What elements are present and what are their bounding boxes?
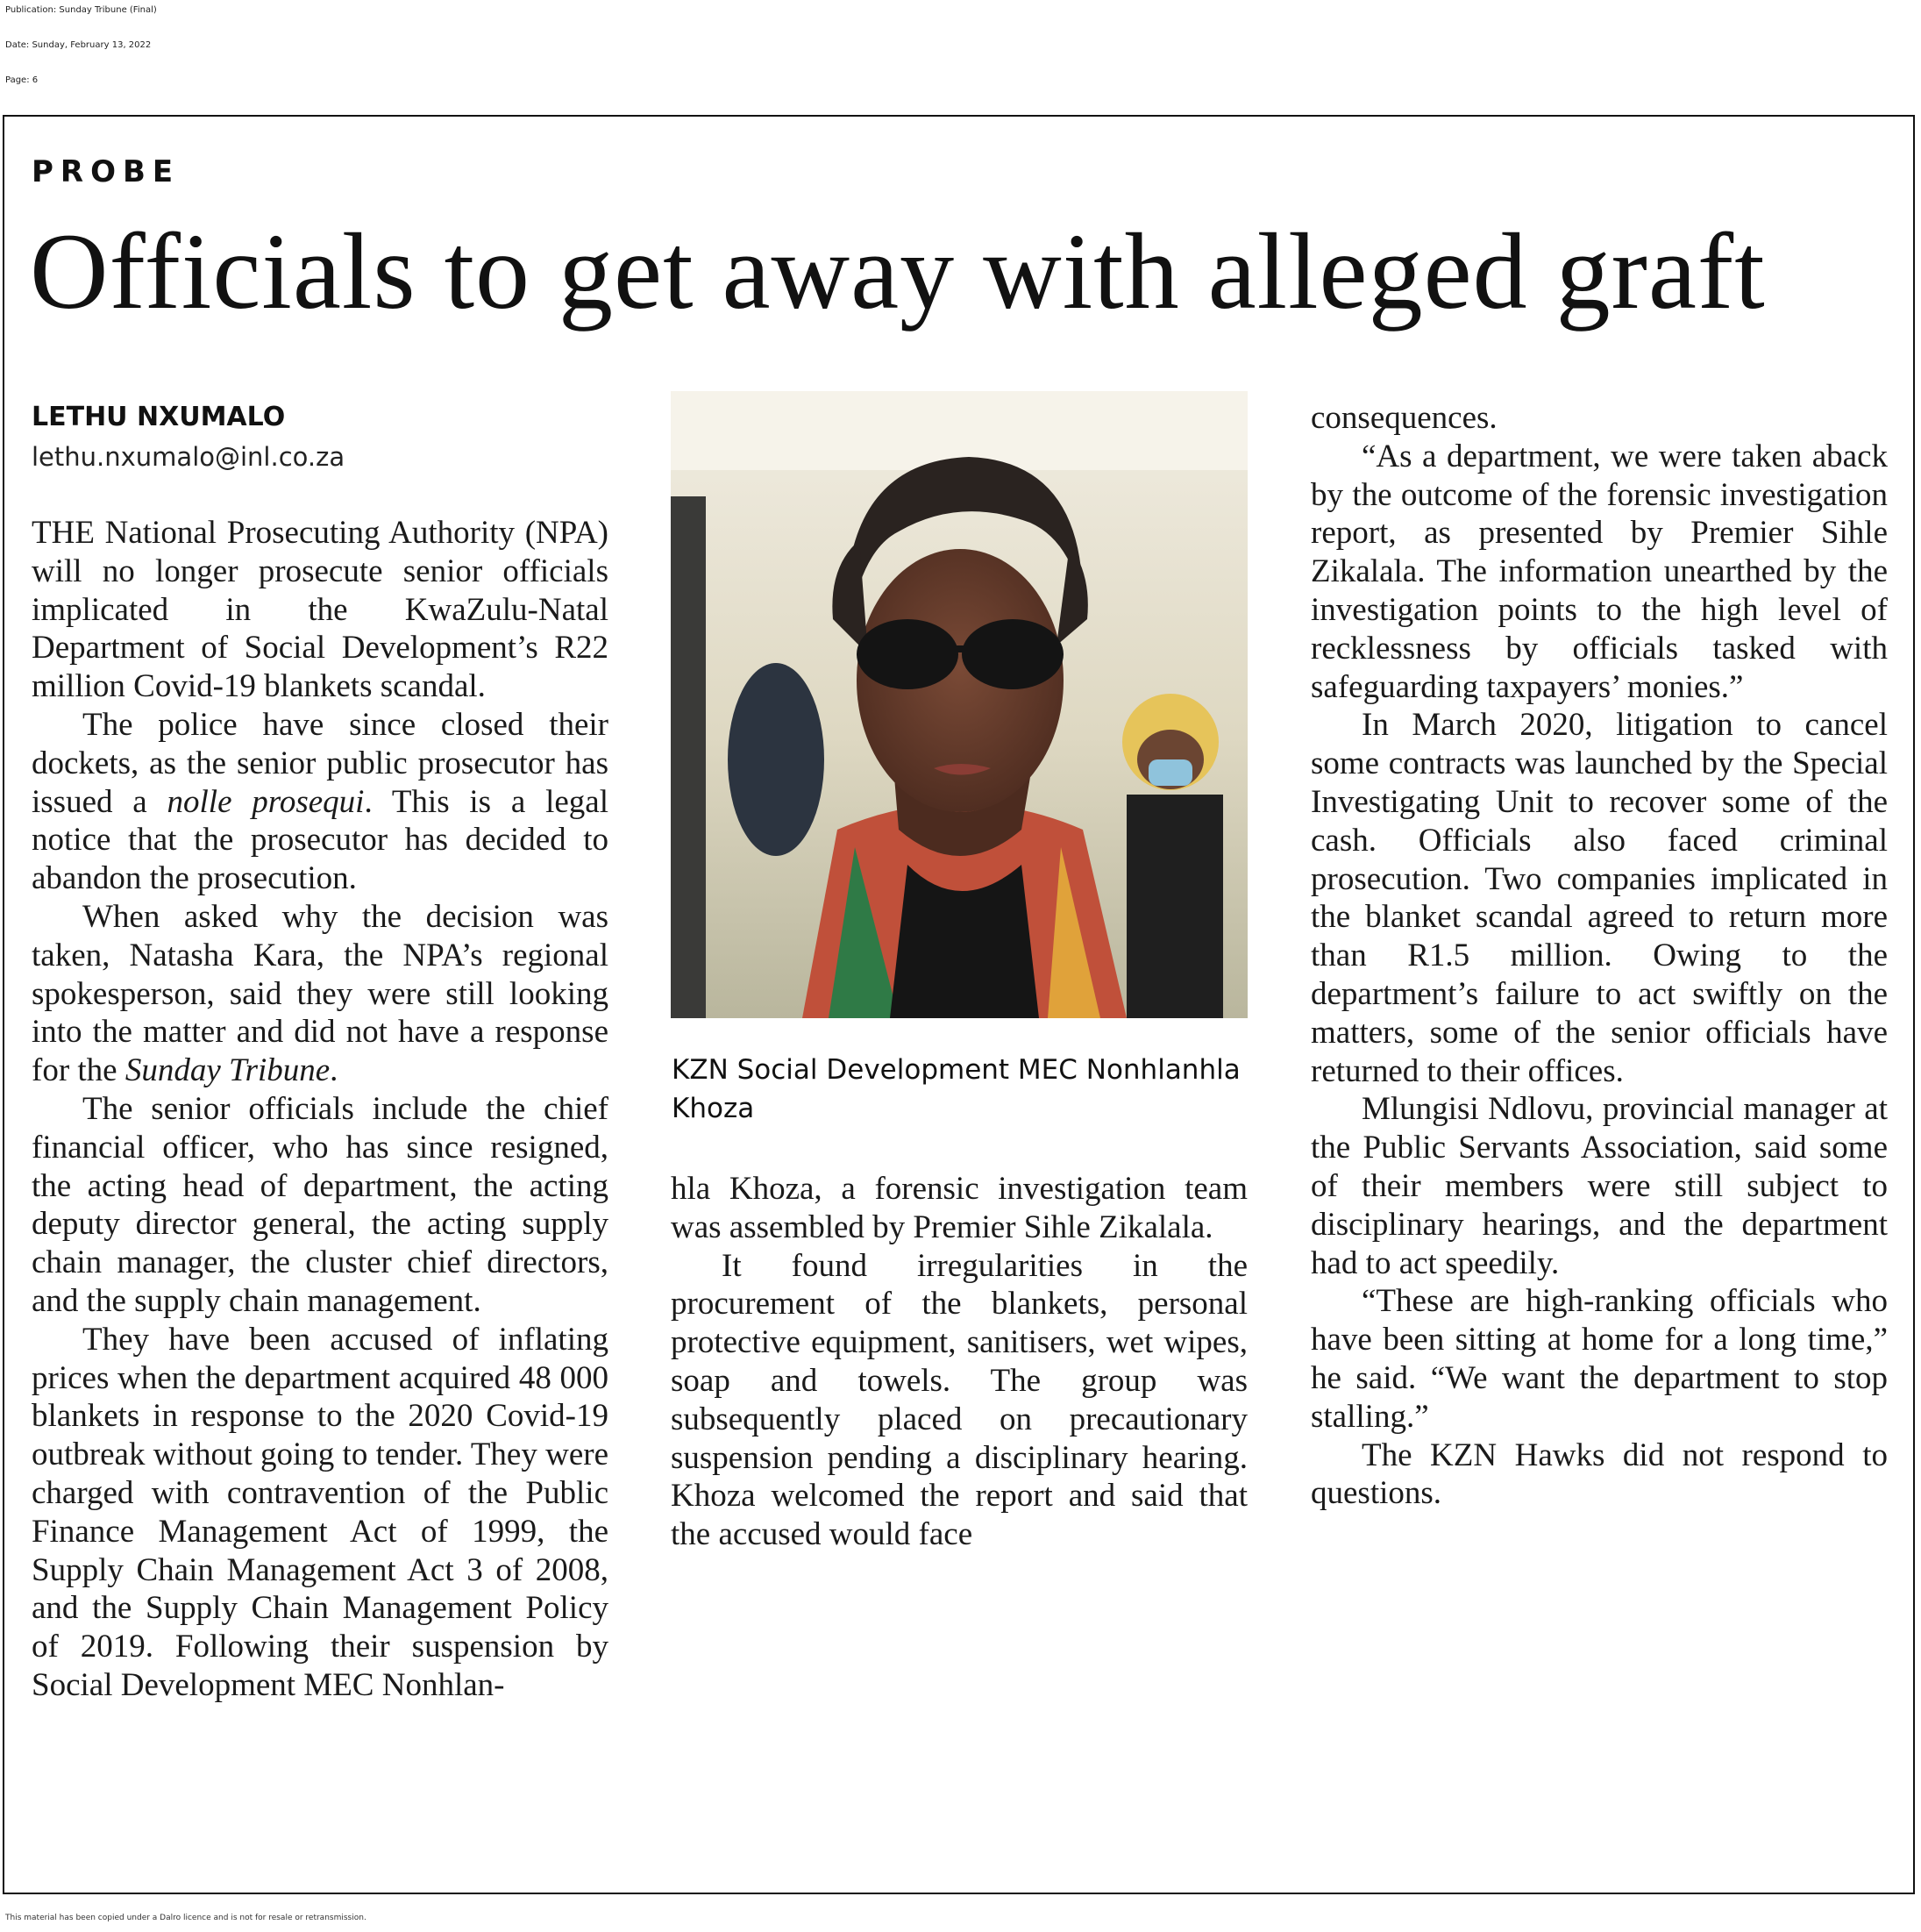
headline: Officials to get away with alleged graft	[30, 211, 1766, 332]
article-column-1	[32, 514, 608, 1705]
byline: LETHU NXUMALO	[32, 402, 286, 432]
italic-term: nolle prosequi	[167, 783, 365, 820]
paragraph: hla Khoza, a forensic investigation team was assembled by Premier Sihle Zikalala.	[671, 1171, 1248, 1245]
date-label: Date: Sunday, February 13, 2022	[5, 40, 152, 50]
article-column-3	[1311, 399, 1888, 1513]
page-label: Page: 6	[5, 75, 39, 85]
paragraph: When asked why the decision was taken, Natasha Kara, the NPA’s regional spokesperson, said they were still looking into the matter and did not have a response for the Sunday Tribune.	[32, 898, 608, 1089]
paragraph: The KZN Hawks did not respond to questions.	[1311, 1437, 1888, 1512]
paragraph: The police have since closed their dockets, as the senior public prosecutor has issued a nolle prosequi. This is a legal notice that the prosecutor has decided to abandon the prosecution.	[32, 706, 608, 897]
italic-publication: Sunday Tribune	[125, 1052, 331, 1089]
paragraph: It found irregularities in the procurement of the blankets, personal protective equipment, sanitisers, wet wipes, soap and towels. The group was subsequently placed on precautionary suspension pending a disciplinary hearing. Khoza welcomed the report and said that the accused would face	[671, 1247, 1248, 1553]
article-column-2	[671, 1170, 1248, 1554]
paragraph: In March 2020, litigation to cancel some contracts was launched by the Special Investigating Unit to recover some of the cash. Officials also faced criminal prosecution. Two companies implicated in the blanket scandal agreed to return more than R1.5 million. Owing to the department’s failure to act swiftly on the matters, some of the senior officials have returned to their offices.	[1311, 707, 1888, 1089]
paragraph: “These are high-ranking officials who have been sitting at home for a long time,” he said. “We want the department to stop stalling.”	[1311, 1283, 1888, 1435]
paragraph: The senior officials include the chief financial officer, who has since resigned, the acting head of department, the acting deputy director general, the acting supply chain manager, the cluster chief directors, and the supply chain management.	[32, 1090, 608, 1319]
publication-label: Publication: Sunday Tribune (Final)	[5, 5, 157, 15]
paragraph: THE National Prosecuting Authority (NPA) will no longer prosecute senior officials implicated in the KwaZulu-Natal Department of Social Development’s R22 million Covid-19 blankets scandal.	[32, 515, 608, 705]
portrait-illustration	[671, 391, 1248, 1018]
paragraph: “As a department, we were taken aback by the outcome of the forensic investigation report, as presented by Premier Sihle Zikalala. The information unearthed by the investigation points to the high level of recklessness by officials tasked with safeguarding taxpayers’ monies.”	[1311, 438, 1888, 705]
paragraph: consequences.	[1311, 400, 1498, 436]
paragraph: Mlungisi Ndlovu, provincial manager at the Public Servants Association, said some of their members were still subject to disciplinary hearings, and the department had to act speedily.	[1311, 1091, 1888, 1281]
kicker: PROBE	[32, 154, 181, 189]
licence-notice: This material has been copied under a Dalro licence and is not for resale or retransmission.	[5, 1914, 366, 1922]
photo-caption: KZN Social Development MEC Nonhlanhla Khoza	[672, 1054, 1241, 1124]
paragraph: They have been accused of inflating prices when the department acquired 48 000 blankets in response to the 2020 Covid-19 outbreak without going to tender. They were charged with contravention of the Public Finance Management Act of 1999, the Supply Chain Management Act 3 of 2008, and the Supply Chain Management Policy of 2019. Following their suspension by Social Development MEC Nonhlan-	[32, 1321, 608, 1703]
author-email: lethu.nxumalo@inl.co.za	[32, 442, 345, 472]
photo-mec-khoza	[671, 391, 1248, 1018]
